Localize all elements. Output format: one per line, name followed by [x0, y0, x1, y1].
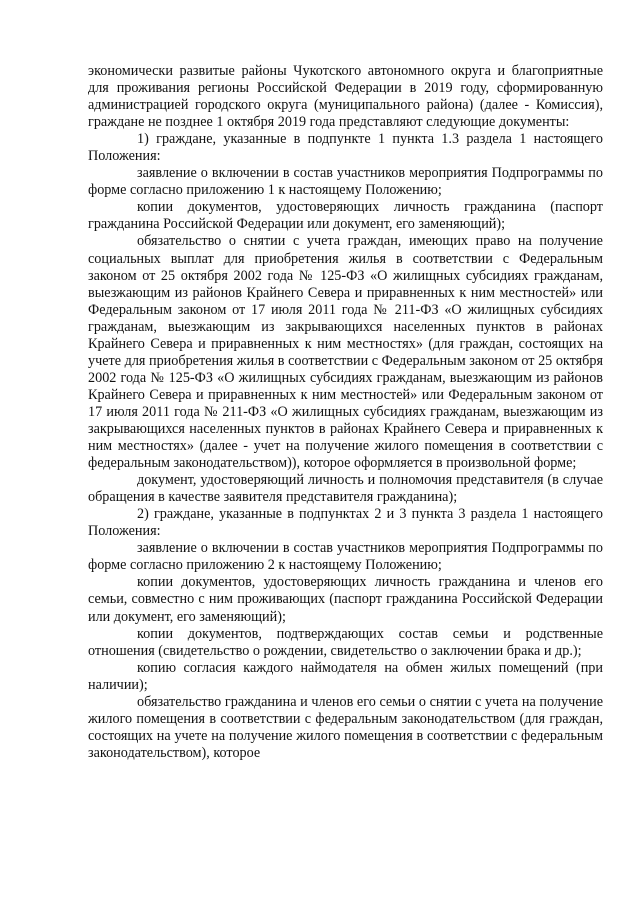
paragraph-family-identity-copies: копии документов, удостоверяющих личность гражданина и членов его семьи, совместно с ним проживающих (паспорт гражданина Российской Федерации или документ, его заменяющий);	[88, 574, 603, 625]
paragraph-item-2-heading: 2) граждане, указанные в подпунктах 2 и 3 пункта 3 раздела 1 настоящего Положения:	[88, 506, 603, 540]
paragraph-representative-document: документ, удостоверяющий личность и полномочия представителя (в случае обращения в качестве заявителя представителя гражданина);	[88, 472, 603, 506]
paragraph-application-2: заявление о включении в состав участников мероприятия Подпрограммы по форме согласно приложению 2 к настоящему Положению;	[88, 540, 603, 574]
paragraph-deregistration-obligation: обязательство о снятии с учета граждан, имеющих право на получение социальных выплат для приобретения жилья в соответствии с Федеральным законом от 25 октября 2002 года № 125-ФЗ «О жилищных субсидиях гражданам, выезжающим из районов Крайнего Севера и приравненных к ним местностей» или Федеральным законом от 17 июля 2011 года № 211-ФЗ «О жилищных субсидиях гражданам, выезжающим из закрывающихся населенных пунктов в районах Крайнего Севера и приравненных к ним местностях» (для граждан, состоящих на учете для приобретения жилья в соответствии с Федеральным законом от 25 октября 2002 года № 125-ФЗ «О жилищных субсидиях гражданам, выезжающим из районов Крайнего Севера и приравненных к ним местностей» или Федеральным законом от 17 июля 2011 года № 211-ФЗ «О жилищных субсидиях гражданам, выезжающим из закрывающихся населенных пунктов в районах Крайнего Севера и приравненных к ним местностях» (далее - учет на получение жилого помещения в соответствии с федеральным законодательством)), которое оформляется в произвольной форме;	[88, 233, 603, 472]
paragraph-landlord-consent: копию согласия каждого наймодателя на обмен жилых помещений (при наличии);	[88, 659, 603, 693]
paragraph-application: заявление о включении в состав участников мероприятия Подпрограммы по форме согласно приложению 1 к настоящему Положению;	[88, 165, 603, 199]
paragraph-item-1-heading: 1) граждане, указанные в подпункте 1 пункта 1.3 раздела 1 настоящего Положения:	[88, 131, 603, 165]
paragraph-family-relations-copies: копии документов, подтверждающих состав семьи и родственные отношения (свидетельство о рождении, свидетельство о заключении брака и др.);	[88, 625, 603, 659]
paragraph-intro: экономически развитые районы Чукотского автономного округа и благоприятные для проживания регионы Российской Федерации в 2019 году, сформированную администрацией городского округа (муниципального района) (далее - Комиссия), граждане не позднее 1 октября 2019 года представляют следующие документы:	[88, 63, 603, 131]
document-page	[88, 63, 603, 762]
paragraph-family-obligation: обязательство гражданина и членов его семьи о снятии с учета на получение жилого помещения в соответствии с федеральным законодательством (для граждан, состоящих на учете на получение жилого помещения в соответствии с федеральным законодательством), которое	[88, 693, 603, 761]
paragraph-identity-copies: копии документов, удостоверяющих личность гражданина (паспорт гражданина Российской Федерации или документ, его заменяющий);	[88, 199, 603, 233]
